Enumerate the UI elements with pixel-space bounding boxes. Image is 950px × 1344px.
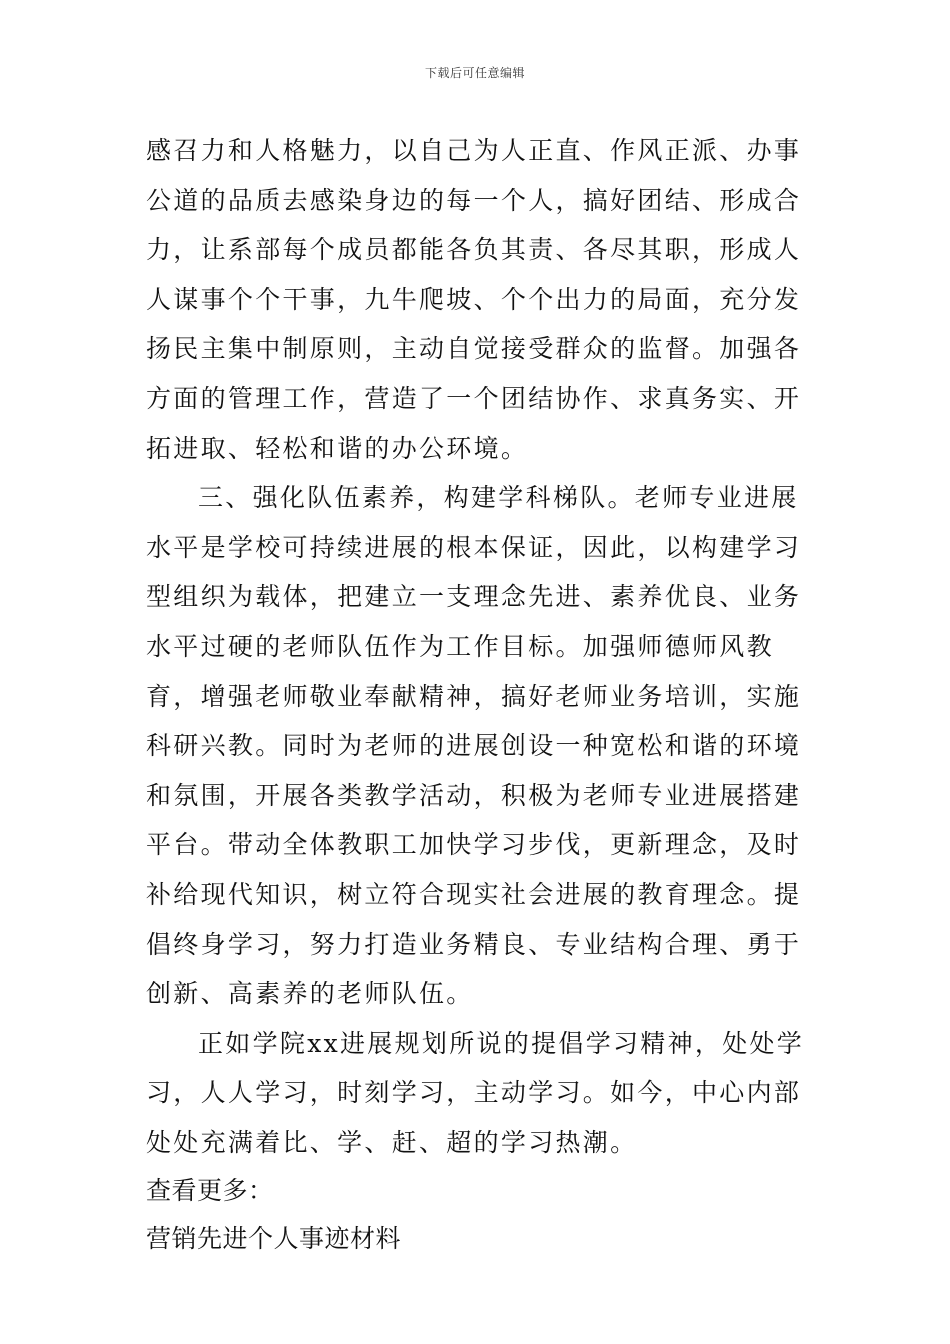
document-body (146, 126, 814, 1263)
see-more-label: 查看更多： (146, 1176, 274, 1206)
paragraph-learning-spirit: 正如学院xx进展规划所说的提倡学习精神，处处学习，人人学习，时刻学习，主动学习。如今，中心内部处处充满着比、学、赶、超的学习热潮。 (146, 1028, 805, 1157)
related-article-link[interactable]: 营销先进个人事迹材料 (146, 1224, 402, 1254)
paragraph-continuation: 感召力和人格魅力，以自己为人正直、作风正派、办事公道的品质去感染身边的每一个人，搞好团结、形成合力，让系部每个成员都能各负其责、各尽其职，形成人人谋事个个干事，九牛爬坡、个个出力的局面，充分发扬民主集中制原则，主动自觉接受群众的监督。加强各方面的管理工作，营造了一个团结协作、求真务实、开拓进取、轻松和谐的办公环境。 (146, 136, 802, 463)
page-header-note: 下载后可任意编辑 (424, 66, 525, 80)
paragraph-team-quality: 三、强化队伍素养，构建学科梯队。老师专业进展水平是学校可持续进展的根本保证，因此，以构建学习型组织为载体，把建立一支理念先进、素养优良、业务水平过硬的老师队伍作为工作目标。加强师德师风教育，增强老师敬业奉献精神，搞好老师业务培训，实施科研兴教。同时为老师的进展创设一种宽松和谐的环境和氛围，开展各类教学活动，积极为老师专业进展搭建平台。带动全体教职工加快学习步伐，更新理念，及时补给现代知识，树立符合现实社会进展的教育理念。提倡终身学习，努力打造业务精良、专业结构合理、勇于创新、高素养的老师队伍。 (146, 483, 802, 1009)
